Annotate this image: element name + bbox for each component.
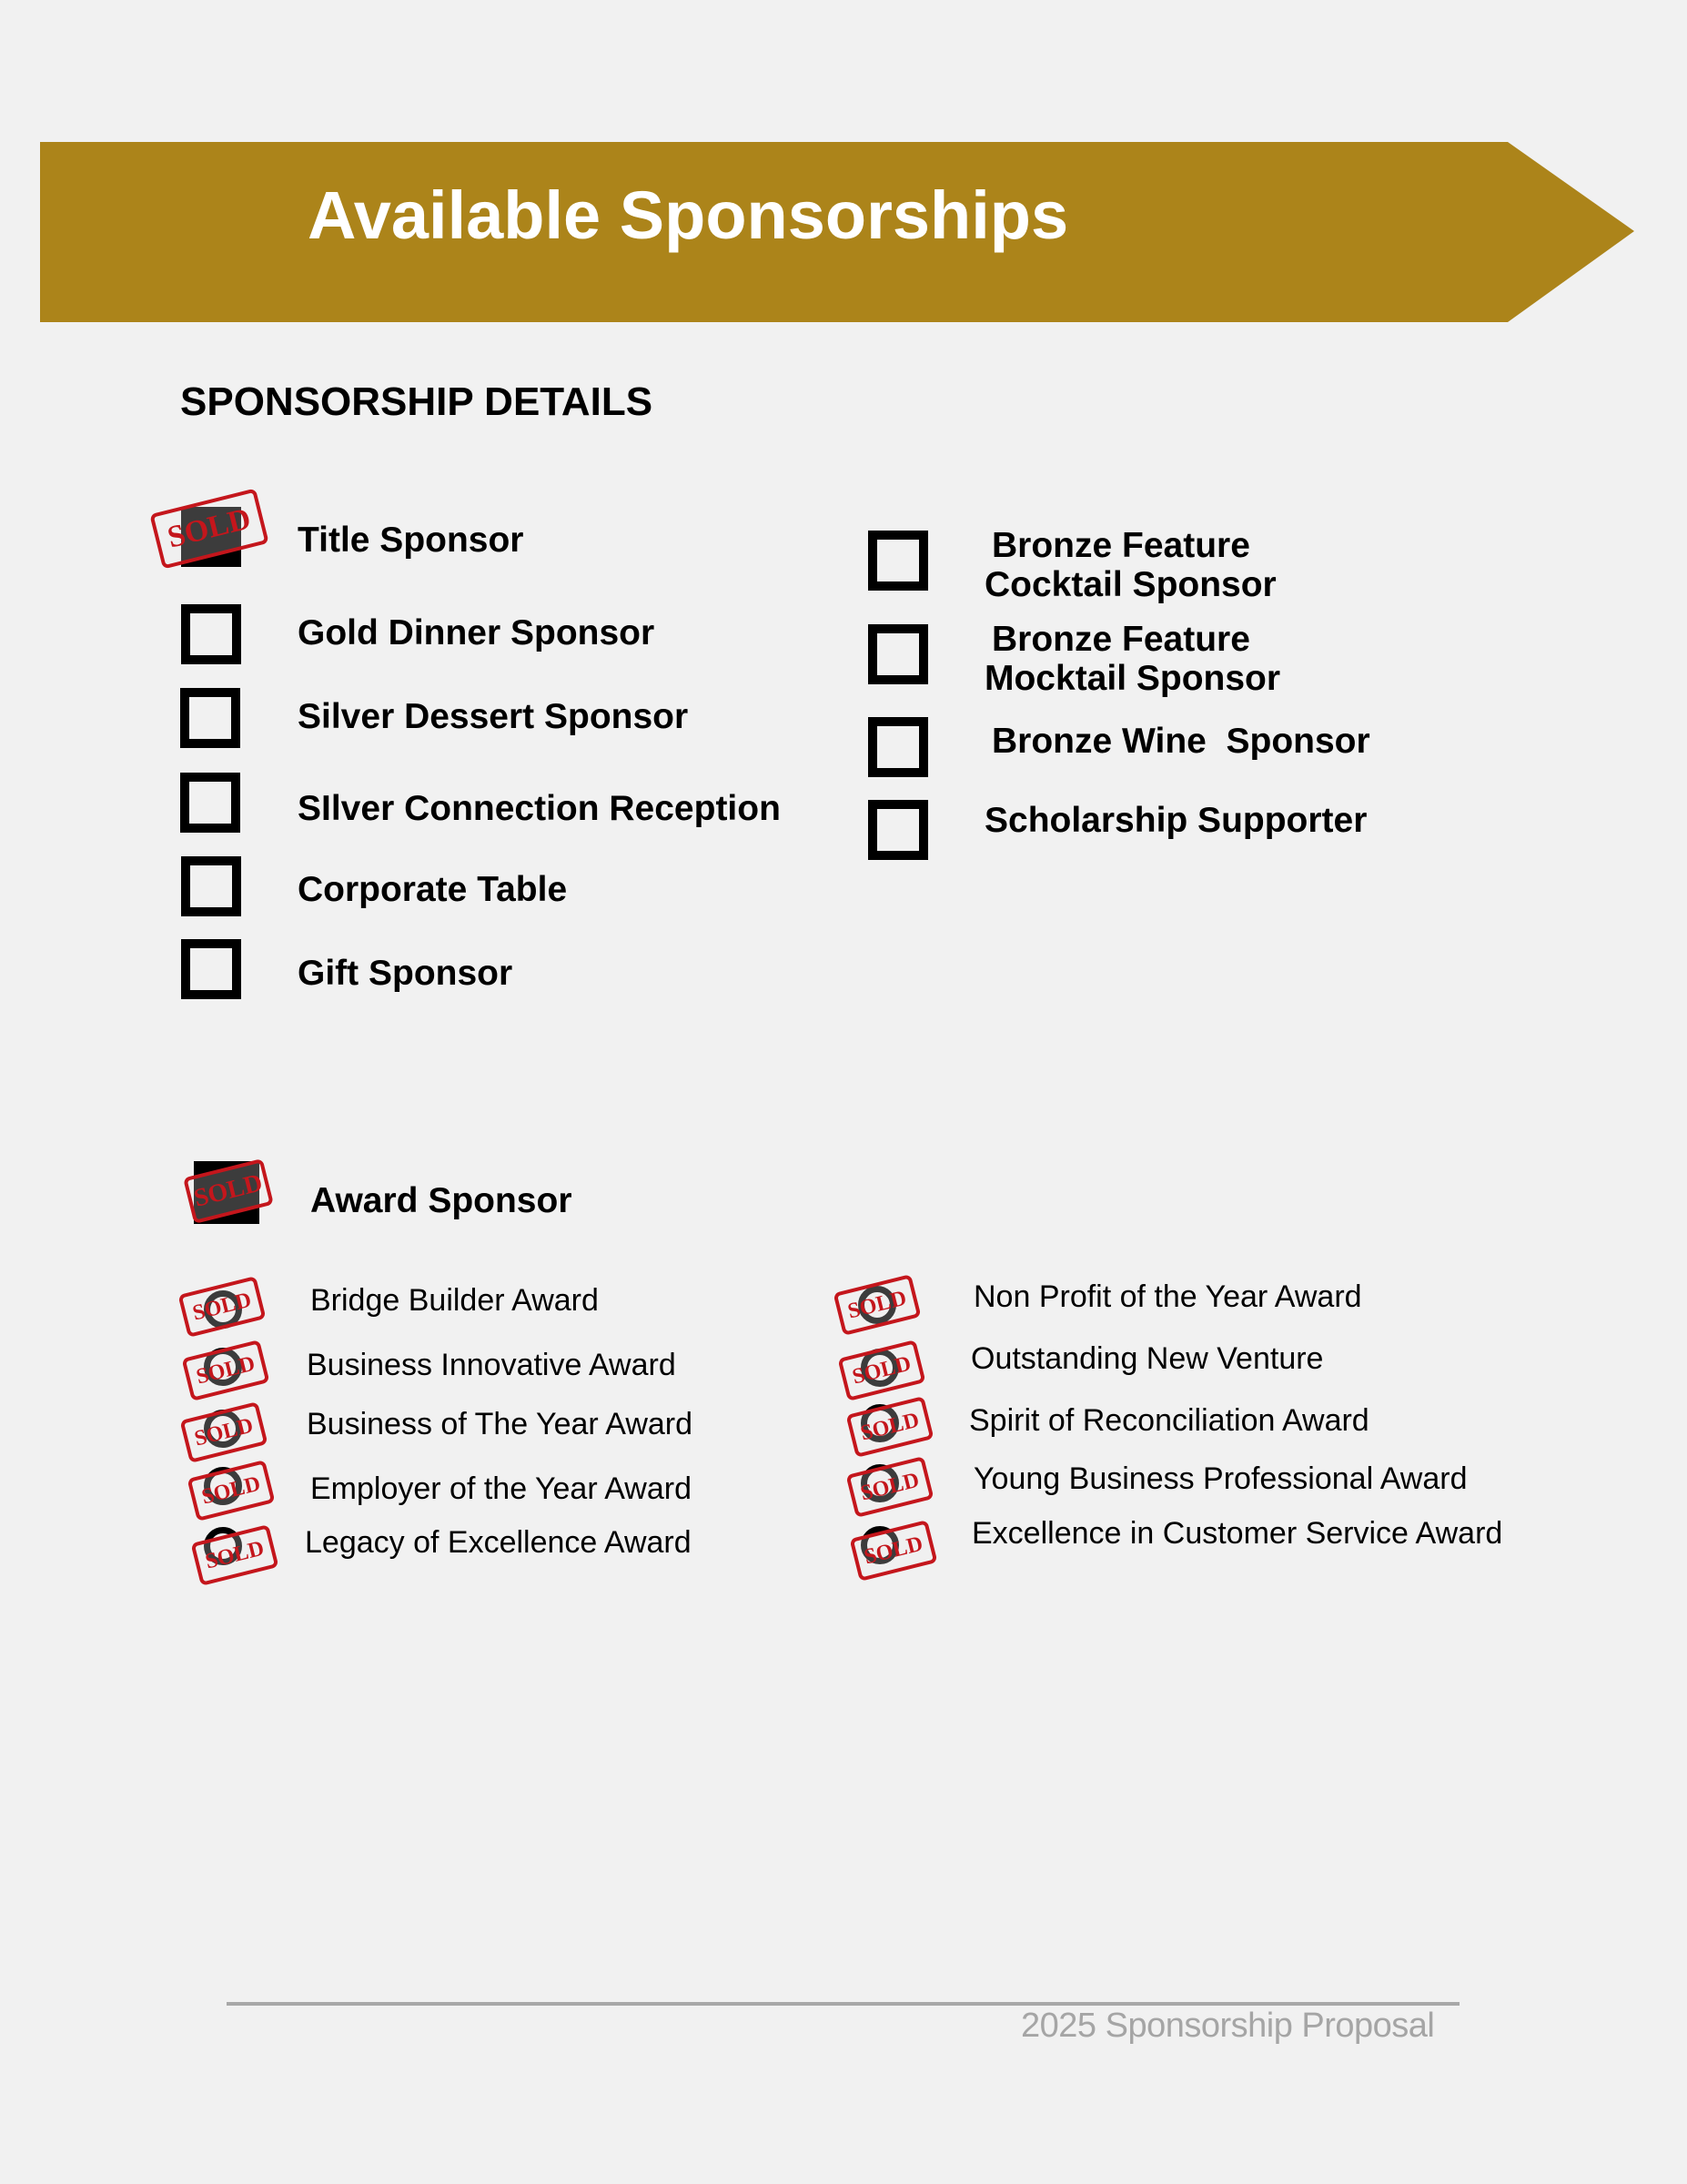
sold-stamp-icon: SOLD [850,1520,938,1582]
sold-stamp-icon: SOLD [180,1401,268,1463]
sold-stamp-icon: SOLD [846,1396,934,1458]
sold-stamp-icon: SOLD [187,1460,276,1522]
gift-sponsor-label: Gift Sponsor [298,954,513,993]
silver-dessert-sponsor-label: Silver Dessert Sponsor [298,697,689,736]
bronze-cocktail-sponsor-checkbox[interactable] [868,531,928,591]
business-innovative-award-label: Business Innovative Award [307,1348,676,1382]
bronze-wine-sponsor-checkbox[interactable] [868,717,928,777]
gift-sponsor-checkbox[interactable] [181,939,241,999]
silver-connection-reception-checkbox[interactable] [180,773,240,833]
bridge-builder-award-label: Bridge Builder Award [310,1283,599,1318]
sold-stamp-icon: SOLD [846,1456,934,1518]
young-business-professional-award-label: Young Business Professional Award [974,1461,1468,1496]
bronze-mocktail-sponsor-checkbox[interactable] [868,624,928,684]
sold-stamp-icon: SOLD [833,1274,922,1336]
bronze-cocktail-sponsor-label-line1: Bronze Feature [992,526,1250,565]
sold-stamp-icon: SOLD [191,1524,279,1586]
silver-connection-reception-label: SIlver Connection Reception [298,789,781,828]
title-sponsor-label: Title Sponsor [298,521,524,560]
bronze-mocktail-sponsor-label-line1: Bronze Feature [992,620,1250,659]
gold-dinner-sponsor-label: Gold Dinner Sponsor [298,613,655,652]
bronze-wine-sponsor-label: Bronze Wine Sponsor [992,722,1370,761]
excellence-in-customer-service-award-label: Excellence in Customer Service Award [972,1516,1503,1551]
sold-stamp-icon: SOLD [182,1340,270,1401]
legacy-of-excellence-award-label: Legacy of Excellence Award [305,1525,692,1560]
sold-stamp-icon: SOLD [178,1276,267,1338]
sponsorship-details-heading: SPONSORSHIP DETAILS [180,379,653,424]
scholarship-supporter-label: Scholarship Supporter [985,801,1368,840]
spirit-of-reconciliation-award-label: Spirit of Reconciliation Award [969,1403,1369,1438]
award-sponsor-heading: Award Sponsor [310,1181,572,1220]
employer-of-the-year-award-label: Employer of the Year Award [310,1471,692,1506]
sold-stamp-icon: SOLD [149,488,268,569]
corporate-table-label: Corporate Table [298,870,568,909]
scholarship-supporter-checkbox[interactable] [868,800,928,860]
corporate-table-checkbox[interactable] [181,856,241,916]
bronze-mocktail-sponsor-label-line2: Mocktail Sponsor [985,659,1281,698]
business-of-the-year-award-label: Business of The Year Award [307,1407,693,1441]
footer-divider [227,2002,1460,2006]
bronze-cocktail-sponsor-label-line2: Cocktail Sponsor [985,565,1277,604]
sold-stamp-icon: SOLD [838,1340,926,1401]
outstanding-new-venture-label: Outstanding New Venture [971,1341,1324,1376]
page-title: Available Sponsorships [308,177,1069,253]
footer-text: 2025 Sponsorship Proposal [1021,2007,1435,2045]
non-profit-of-the-year-award-label: Non Profit of the Year Award [974,1279,1362,1314]
gold-dinner-sponsor-checkbox[interactable] [181,604,241,664]
sold-stamp-icon: SOLD [183,1158,274,1224]
silver-dessert-sponsor-checkbox[interactable] [180,688,240,748]
